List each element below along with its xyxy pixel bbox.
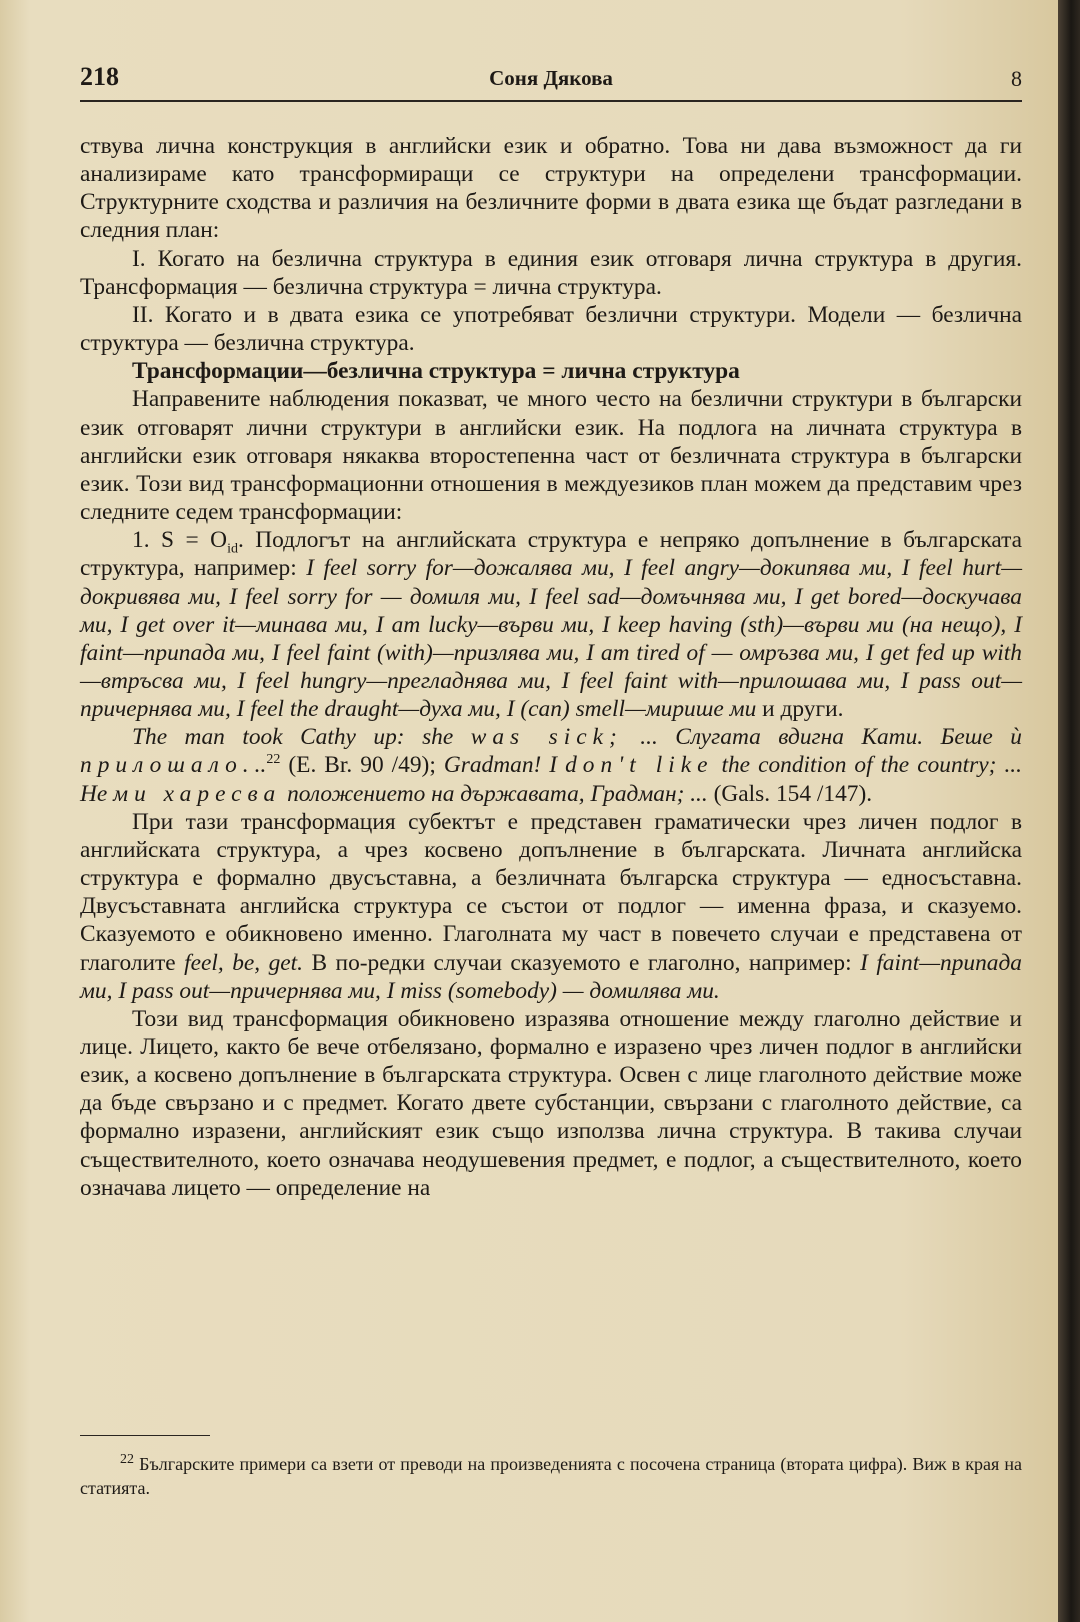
section-mark: 8 [1011,66,1022,91]
quote-segment: положението на държавата, Градман; ... [287,780,708,807]
citation: (E. Br. 90 /49); [288,752,436,779]
formula-text: . Подлогът на английската структура е непряко допълнение в българската структура, например: [80,527,1022,582]
paragraph: Този вид трансформация обикновено изразява отношение между глаголно действие и лице. Лицето, както бе вече отбелязано, формално е изразено чрез личен подлог в английски език, а косвено допълнение в българската структура. Освен с лице глаголното действие може да бъде свързано и с предмет. Когато двете субстанции, свързани с глаголното действие, са формално изразени, английският език също използва лична структура. В такива случаи съществителното, което означава неодушевения предмет, е подлог, а съществителното, което означава лицето — определение на [80,1005,1022,1201]
verb-list: feel, be, get. [184,949,304,976]
quote-segment: The man took Cathy up: she [132,724,454,751]
paragraph [80,808,1022,1005]
citation: (Gals. 154 /147). [713,780,873,807]
plan-item-1: I. Когато на безлична структура в единия език отговаря лична структура в другия. Трансформация — безлична структура = лична структура. [80,245,1022,300]
paragraph-text: При тази трансформация субектът е представен граматически чрез личен подлог в английската структура, а чрез косвено допълнение в българската. Личната английска структура е формално двусъставна, а безличната българска структура — едносъставна. Двусъставната английска структура се състои от подлог — именна фраза, и сказуемо. Сказуемото е обикновено именно. Глаголната му част в повечето случаи е представена от глаголите [80,808,1022,976]
footnote [80,1452,1022,1500]
paragraph-text: В по-редки случаи сказуемото е глаголно, например: [311,949,852,976]
formula-subscript: id [227,541,238,557]
footnote-marker: 22 [120,1452,134,1467]
header-rule [80,100,1022,102]
quote-segment: Gradman! I [443,752,558,779]
quote-segment: .. [254,752,267,779]
quote-segment: ... Слугата вдигна Кати. Беше ѝ [640,724,1022,751]
quote-segment: the condition of the country; ... Не [80,752,1022,807]
quotation-paragraph [80,723,1022,807]
transformation-1-paragraph [80,526,1022,723]
page-number: 218 [80,62,119,91]
footnote-rule [80,1435,210,1436]
main-text [80,132,1022,1202]
plan-item-2: II. Когато и в двата езика се употребяват безлични структури. Модели — безлична структура — безлична структура. [80,301,1022,357]
running-header [80,62,1022,98]
quote-emphasis: ми харесва [113,780,282,807]
section-heading: Трансформации—безлична структура = лична структура [132,358,740,385]
book-spine [1058,0,1080,1622]
paragraph: ствува лична конструкция в английски език и обратно. Това ни дава възможност да ги анализираме като трансформиращи се структури на определени трансформации. Структурните сходства и различия на безличните форми в двата езика ще бъдат разгледани в следния план: [80,133,1022,244]
quote-emphasis: прилошало. [80,752,255,779]
quote-emphasis: was sick; [470,724,623,751]
example-list-end: и други. [762,696,844,723]
example-list: I feel sorry for—дожалява ми, I feel angry—докипява ми, I feel hurt—докривява ми, I feel sorry for — домиля ми, I feel sad—домъчнява ми, I get bored—доскучава ми, I get over it—минава ми, I am lucky—върви ми, I keep having (sth)—върви ми (на нещо), I faint—припада ми, I feel faint (with)—призлява ми, I am tired of — омръзва ми, I get fed up with—втръсва ми, I feel hungry—прегладнява ми, I feel faint with—прилошава ми, I pass out—причернява ми, I feel the draught—духа ми, I (can) smell—мирише ми [80,555,1023,723]
paragraph: Направените наблюдения показват, че много често на безлични структури в български език отговарят лични структури в английски език. На подлога на личната структура в английски език отговаря някаква второстепенна част от безличната структура в български език. Този вид трансформационни отношения в междуезиков план можем да представим чрез следните седем трансформации: [80,386,1022,526]
quote-emphasis: don't like [565,752,714,779]
example-list: I faint—припада ми, I pass out—причернява ми, I miss (somebody) — домилява ми. [80,949,1023,1004]
formula-lead: 1. S = O [132,527,228,554]
footnote-text: Българските примери са взети от преводи на произведенията с посочена страница (втората цифра). Виж в края на статията. [80,1454,1022,1498]
running-author: Соня Дякова [489,66,613,90]
footnote-ref: 22 [266,752,281,768]
